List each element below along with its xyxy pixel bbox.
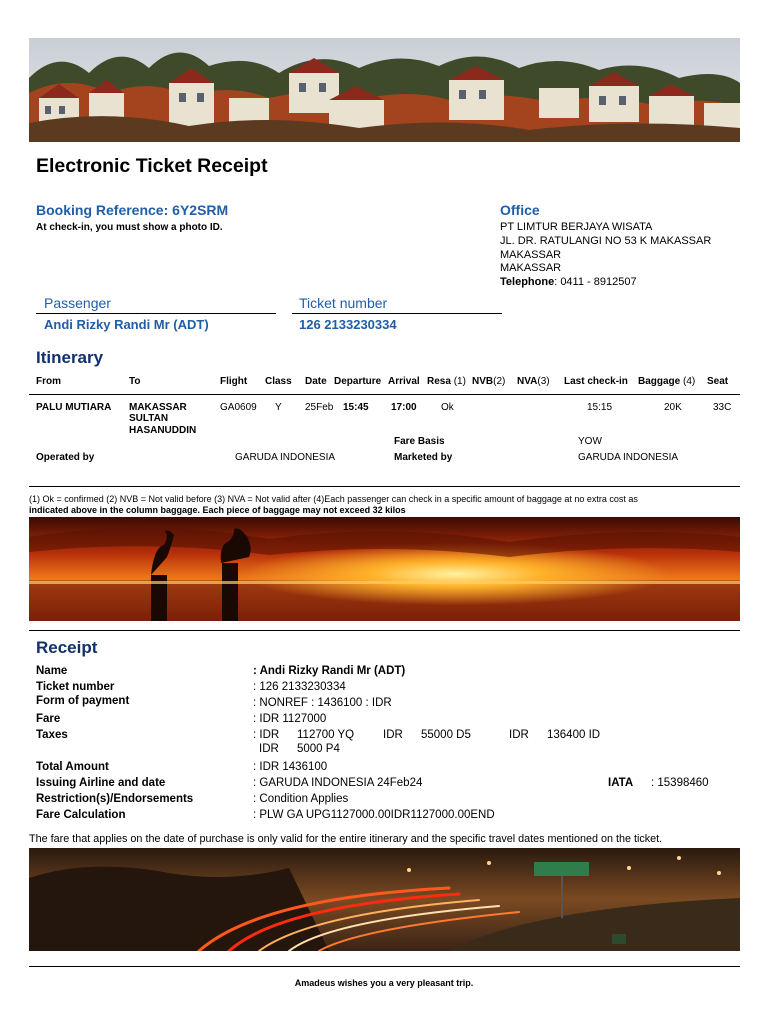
- houses-illustration: [29, 38, 740, 142]
- receipt-total-value: : IDR 1436100: [253, 761, 328, 773]
- office-line-2: JL. DR. RATULANGI NO 53 K MAKASSAR: [500, 235, 712, 247]
- col-baggage-note: (4): [683, 376, 696, 387]
- col-resa-label: Resa: [427, 376, 451, 387]
- row-resa: Ok: [441, 402, 454, 413]
- receipt-fare-calc-label: Fare Calculation: [36, 809, 126, 821]
- passenger-name: Andi Rizky Randi Mr (ADT): [44, 317, 209, 332]
- col-resa-note: (1): [453, 376, 466, 387]
- tax-3-amount: 136400 ID: [547, 729, 601, 741]
- col-nvb: [472, 376, 505, 387]
- row-arrival: 17:00: [391, 402, 417, 413]
- highway-illustration: [29, 848, 740, 951]
- col-to: To: [129, 376, 141, 387]
- receipt-payment-label: Form of payment: [36, 695, 130, 707]
- row-class: Y: [275, 402, 282, 413]
- row-departure: 15:45: [343, 402, 369, 413]
- row-flight: GA0609: [220, 402, 257, 413]
- receipt-restriction-value: : Condition Applies: [253, 793, 349, 805]
- row-to-line-3: HASANUDDIN: [129, 425, 197, 436]
- receipt-taxes-label: Taxes: [36, 729, 68, 741]
- receipt-title: Receipt: [36, 638, 98, 657]
- receipt-taxes-line-1: [253, 729, 613, 743]
- marketed-by-label: Marketed by: [394, 452, 453, 463]
- col-nva-label: NVA: [517, 376, 538, 387]
- receipt-iata-label: IATA: [608, 777, 634, 789]
- col-date: Date: [305, 376, 327, 387]
- booking-reference-value: 6Y2SRM: [172, 202, 229, 218]
- col-seat: Seat: [707, 376, 729, 387]
- receipt-name-value: : Andi Rizky Randi Mr (ADT): [253, 665, 406, 677]
- row-from: PALU MUTIARA: [36, 402, 112, 413]
- col-departure: Departure: [334, 376, 382, 387]
- receipt-total-label: Total Amount: [36, 761, 109, 773]
- receipt-top-divider: [29, 630, 740, 631]
- receipt-issuing-label: Issuing Airline and date: [36, 777, 166, 789]
- itinerary-title: Itinerary: [36, 348, 104, 367]
- tax-1-amount: 112700 YQ: [297, 729, 355, 741]
- operated-by-label: Operated by: [36, 452, 95, 463]
- footer-divider: [29, 966, 740, 967]
- col-from: From: [36, 376, 61, 387]
- office-label: Office: [500, 202, 540, 218]
- col-baggage: [638, 376, 695, 387]
- office-telephone: [500, 276, 637, 288]
- row-to-line-2: SULTAN: [129, 413, 169, 424]
- highway-banner: [29, 848, 740, 951]
- receipt-fare-calc-value: : PLW GA UPG1127000.00IDR1127000.00END: [253, 809, 495, 821]
- receipt-name-label: Name: [36, 665, 68, 677]
- booking-reference-separator: :: [163, 202, 173, 218]
- receipt-payment-value: : NONREF : 1436100 : IDR: [253, 697, 392, 709]
- tax-2-currency: IDR: [383, 729, 403, 741]
- tax-1-currency: : IDR: [253, 729, 280, 741]
- office-line-4: MAKASSAR: [500, 262, 562, 274]
- col-nvb-label: NVB: [472, 376, 494, 387]
- telephone-label: Telephone: [500, 276, 555, 288]
- receipt-ticket-label: Ticket number: [36, 681, 115, 693]
- receipt-ticket-value: : 126 2133230334: [253, 681, 346, 693]
- footnote-line-2: indicated above in the column baggage. Each piece of baggage may not exceed 32 kilos: [29, 505, 406, 515]
- tax-4-currency: IDR: [259, 743, 279, 755]
- passenger-divider: [36, 313, 276, 314]
- col-nvb-note: (2): [493, 376, 506, 387]
- page-title: Electronic Ticket Receipt: [36, 155, 268, 177]
- col-resa: [427, 376, 466, 387]
- row-baggage: 20K: [664, 402, 682, 413]
- receipt-restriction-label: Restriction(s)/Endorsements: [36, 793, 194, 805]
- footnote-line-1: (1) Ok = confirmed (2) NVB = Not valid before (3) NVA = Not valid after (4)Each passenger can check in a specific amount of baggage at no extra cost as: [29, 494, 638, 504]
- sunset-illustration: [29, 517, 740, 621]
- receipt-iata-value: : 15398460: [651, 777, 709, 789]
- row-to-line-1: MAKASSAR: [129, 402, 187, 413]
- col-flight: Flight: [220, 376, 248, 387]
- itinerary-bottom-divider: [29, 486, 740, 487]
- row-last-checkin: 15:15: [587, 402, 613, 413]
- receipt-taxes-line-2: [259, 743, 379, 757]
- booking-reference: [36, 202, 228, 218]
- ticket-number-divider: [292, 313, 502, 314]
- row-seat: 33C: [713, 402, 732, 413]
- col-arrival: Arrival: [388, 376, 420, 387]
- sunset-banner: [29, 517, 740, 621]
- fare-basis-value: YOW: [578, 436, 602, 447]
- receipt-fare-label: Fare: [36, 713, 61, 725]
- tax-3-currency: IDR: [509, 729, 529, 741]
- col-nva-note: (3): [537, 376, 550, 387]
- ticket-number-label: Ticket number: [299, 295, 388, 311]
- operated-by-value: GARUDA INDONESIA: [235, 452, 336, 463]
- ticket-number-value: 126 2133230334: [299, 317, 397, 332]
- col-last-checkin: Last check-in: [564, 376, 628, 387]
- col-baggage-label: Baggage: [638, 376, 681, 387]
- houses-banner: [29, 38, 740, 142]
- col-nva: [517, 376, 550, 387]
- fare-validity-notice: The fare that applies on the date of purchase is only valid for the entire itinerary and the specific travel dates mentioned on the ticket.: [29, 833, 663, 845]
- col-class: Class: [265, 376, 292, 387]
- receipt-issuing-value: : GARUDA INDONESIA 24Feb24: [253, 777, 423, 789]
- tax-4-amount: 5000 P4: [297, 743, 340, 755]
- receipt-fare-value: : IDR 1127000: [253, 713, 327, 725]
- tax-2-amount: 55000 D5: [421, 729, 471, 741]
- office-line-1: PT LIMTUR BERJAYA WISATA: [500, 221, 653, 233]
- telephone-value: : 0411 - 8912507: [554, 276, 637, 288]
- photo-id-note: At check-in, you must show a photo ID.: [36, 222, 223, 233]
- footer-message: Amadeus wishes you a very pleasant trip.: [294, 978, 474, 988]
- booking-reference-label: Booking Reference: [36, 202, 164, 218]
- row-date: 25Feb: [305, 402, 334, 413]
- itinerary-header-divider: [29, 394, 740, 395]
- fare-basis-label: Fare Basis: [394, 436, 445, 447]
- passenger-label: Passenger: [44, 295, 111, 311]
- marketed-by-value: GARUDA INDONESIA: [578, 452, 679, 463]
- office-line-3: MAKASSAR: [500, 249, 562, 261]
